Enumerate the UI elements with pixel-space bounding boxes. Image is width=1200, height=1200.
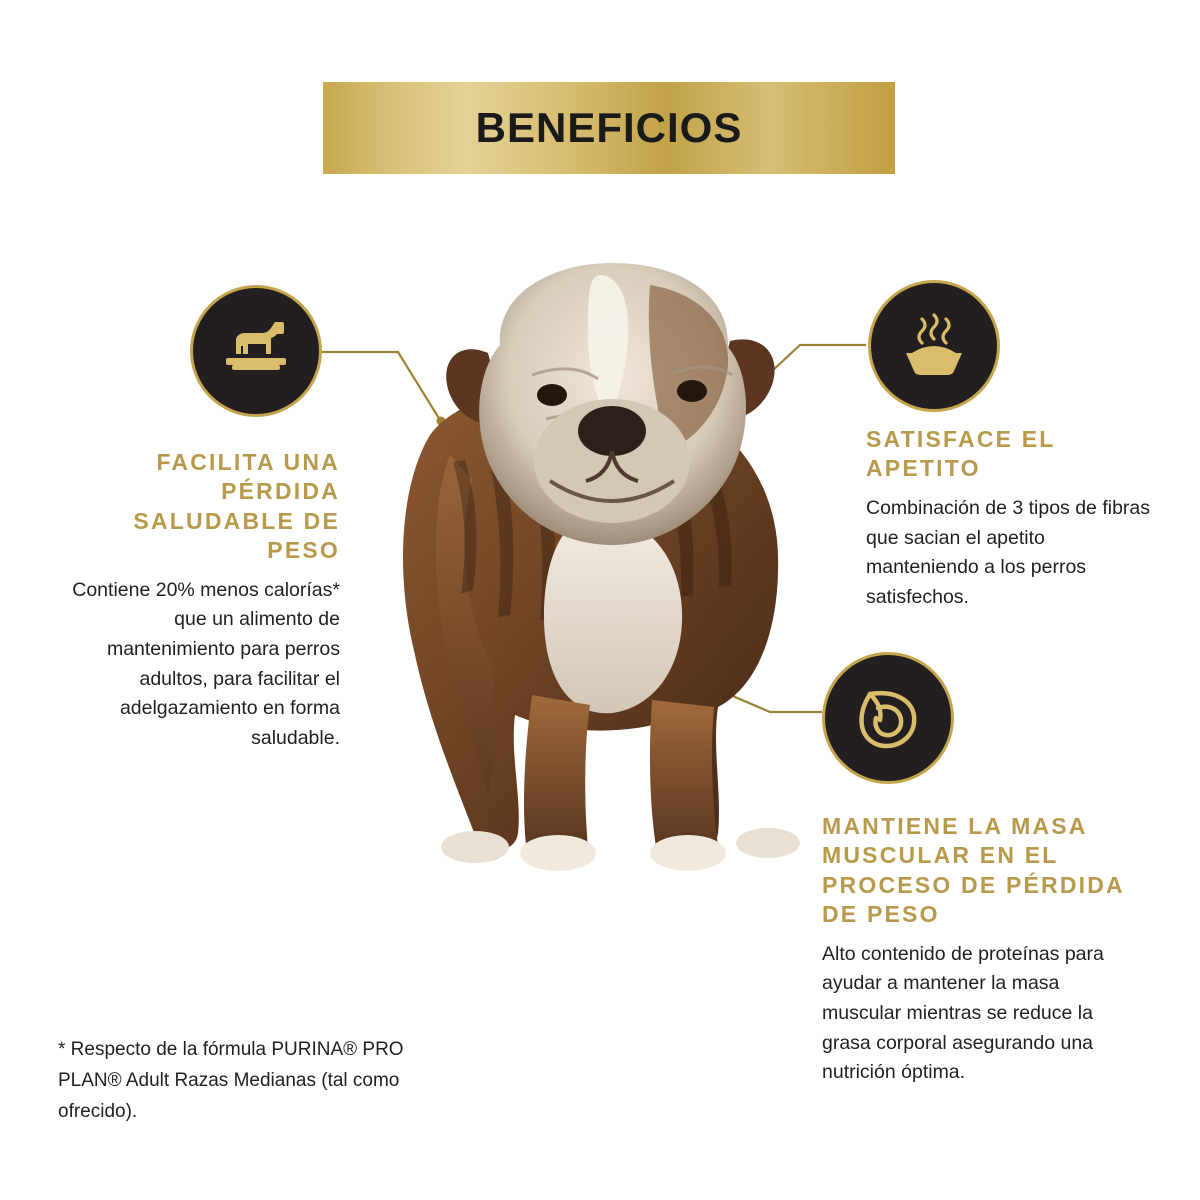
food-bowl-icon (868, 280, 1000, 412)
benefit-muscle-mass-body: Alto contenido de proteínas para ayudar a mantener la masa muscular mientras se reduce la grasa corporal asegurando una nutrición óptima. (822, 942, 1104, 1084)
footnote: * Respecto de la fórmula PURINA® PRO PLAN® Adult Razas Medianas (tal como ofrecido). (58, 1039, 404, 1122)
benefit-appetite-body: Combinación de 3 tipos de fibras que sacian el apetito manteniendo a los perros satisfechos. (866, 496, 1150, 608)
benefit-muscle-mass-title: MANTIENE LA MASA MUSCULAR EN EL PROCESO DE PÉRDIDA DE PESO (822, 813, 1125, 928)
benefit-appetite-title: SATISFACE EL APETITO (866, 426, 1056, 482)
dog-on-scale-icon (190, 285, 322, 417)
benefit-appetite (866, 425, 1151, 612)
benefit-weight-loss (60, 448, 340, 754)
page-title: BENEFICIOS (475, 104, 743, 151)
muscle-icon (822, 652, 954, 784)
benefit-weight-loss-body: Contiene 20% menos calorías* que un alimento de mantenimiento para perros adultos, para facilitar el adelgazamiento en forma saludable. (72, 578, 340, 749)
bulldog-photo (300, 255, 900, 895)
benefits-banner (323, 82, 895, 174)
benefit-weight-loss-title: FACILITA UNA PÉRDIDA SALUDABLE DE PESO (133, 449, 340, 564)
benefit-muscle-mass (822, 812, 1142, 1088)
